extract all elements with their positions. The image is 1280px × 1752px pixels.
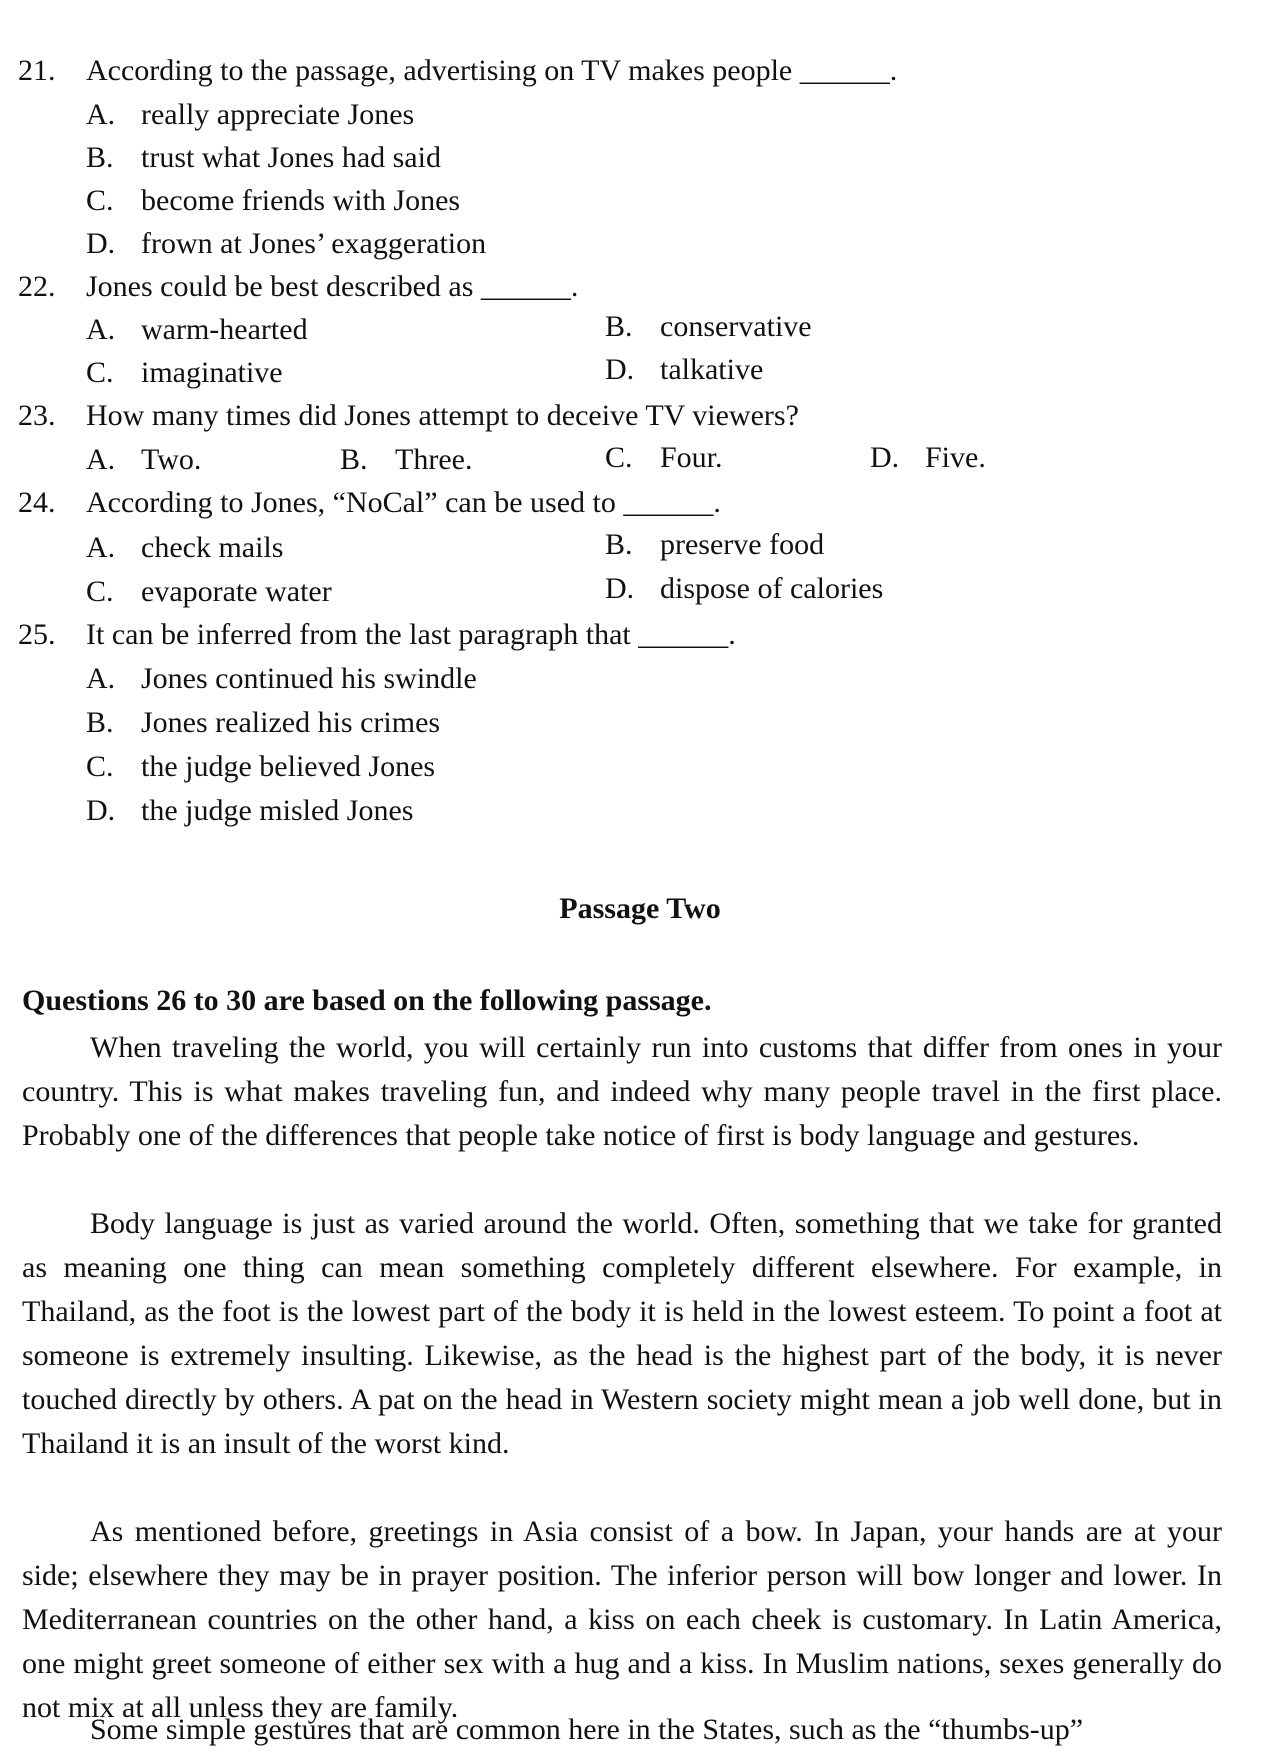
passage-paragraph-1: When traveling the world, you will certainly run into customs that differ from ones in your country. This is what makes traveling fun, and indeed why many people travel in the first place. Probably one of the differences that people take notice of first is body language and gestures. bbox=[22, 1031, 1222, 1152]
question-22-option-c: C. imaginative bbox=[86, 356, 283, 389]
question-21-option-d: D. frown at Jones’ exaggeration bbox=[86, 227, 487, 260]
question-21-option-a: A. really appreciate Jones bbox=[86, 98, 415, 131]
question-25-option-d: D. the judge misled Jones bbox=[86, 794, 414, 827]
question-22-option-a: A. warm-hearted bbox=[86, 313, 308, 346]
question-22-stem: 22. Jones could be best described as ______. bbox=[18, 270, 579, 303]
passage-title: Passage Two bbox=[559, 892, 721, 925]
question-22-option-b: B. conservative bbox=[605, 310, 812, 343]
question-23-option-a: A. Two. bbox=[86, 443, 202, 476]
question-23-stem: 23. How many times did Jones attempt to deceive TV viewers? bbox=[18, 399, 799, 432]
question-25-option-a: A. Jones continued his swindle bbox=[86, 662, 477, 695]
question-25-option-b: B. Jones realized his crimes bbox=[86, 706, 441, 739]
question-23-option-c: C. Four. bbox=[605, 441, 723, 474]
question-24-option-a: A. check mails bbox=[86, 531, 284, 564]
question-25-option-c: C. the judge believed Jones bbox=[86, 750, 436, 783]
question-24-option-b: B. preserve food bbox=[605, 528, 825, 561]
question-21-option-c: C. become friends with Jones bbox=[86, 184, 461, 217]
question-22-option-d: D. talkative bbox=[605, 353, 764, 386]
passage-paragraph-4: Some simple gestures that are common here in the States, such as the “thumbs-up” bbox=[90, 1713, 1084, 1746]
question-24-stem: 24. According to Jones, “NoCal” can be used to ______. bbox=[18, 486, 721, 519]
question-21-option-b: B. trust what Jones had said bbox=[86, 141, 441, 174]
question-23-option-d: D. Five. bbox=[870, 441, 986, 474]
passage-instruction: Questions 26 to 30 are based on the following passage. bbox=[22, 984, 712, 1017]
passage-paragraph-3: As mentioned before, greetings in Asia consist of a bow. In Japan, your hands are at your side; elsewhere they may be in prayer position. The inferior person will bow longer and lower. In Mediterranean countries on the other hand, a kiss on each cheek is customary. In Latin America, one might greet someone of either sex with a hug and a kiss. In Muslim nations, sexes generally do not mix at all unless they are family. bbox=[22, 1515, 1222, 1724]
question-24-option-d: D. dispose of calories bbox=[605, 572, 884, 605]
question-24-option-c: C. evaporate water bbox=[86, 575, 332, 608]
question-25-stem: 25. It can be inferred from the last paragraph that ______. bbox=[18, 618, 736, 651]
question-21-stem: 21. According to the passage, advertising on TV makes people ______. bbox=[18, 54, 898, 87]
passage-paragraph-2: Body language is just as varied around the world. Often, something that we take for granted as meaning one thing can mean something completely different elsewhere. For example, in Thailand, as the foot is the lowest part of the body it is held in the lowest esteem. To point a foot at someone is extremely insulting. Likewise, as the head is the highest part of the body, it is never touched directly by others. A pat on the head in Western society might mean a job well done, but in Thailand it is an insult of the worst kind. bbox=[22, 1207, 1222, 1460]
question-23-option-b: B. Three. bbox=[340, 443, 473, 476]
